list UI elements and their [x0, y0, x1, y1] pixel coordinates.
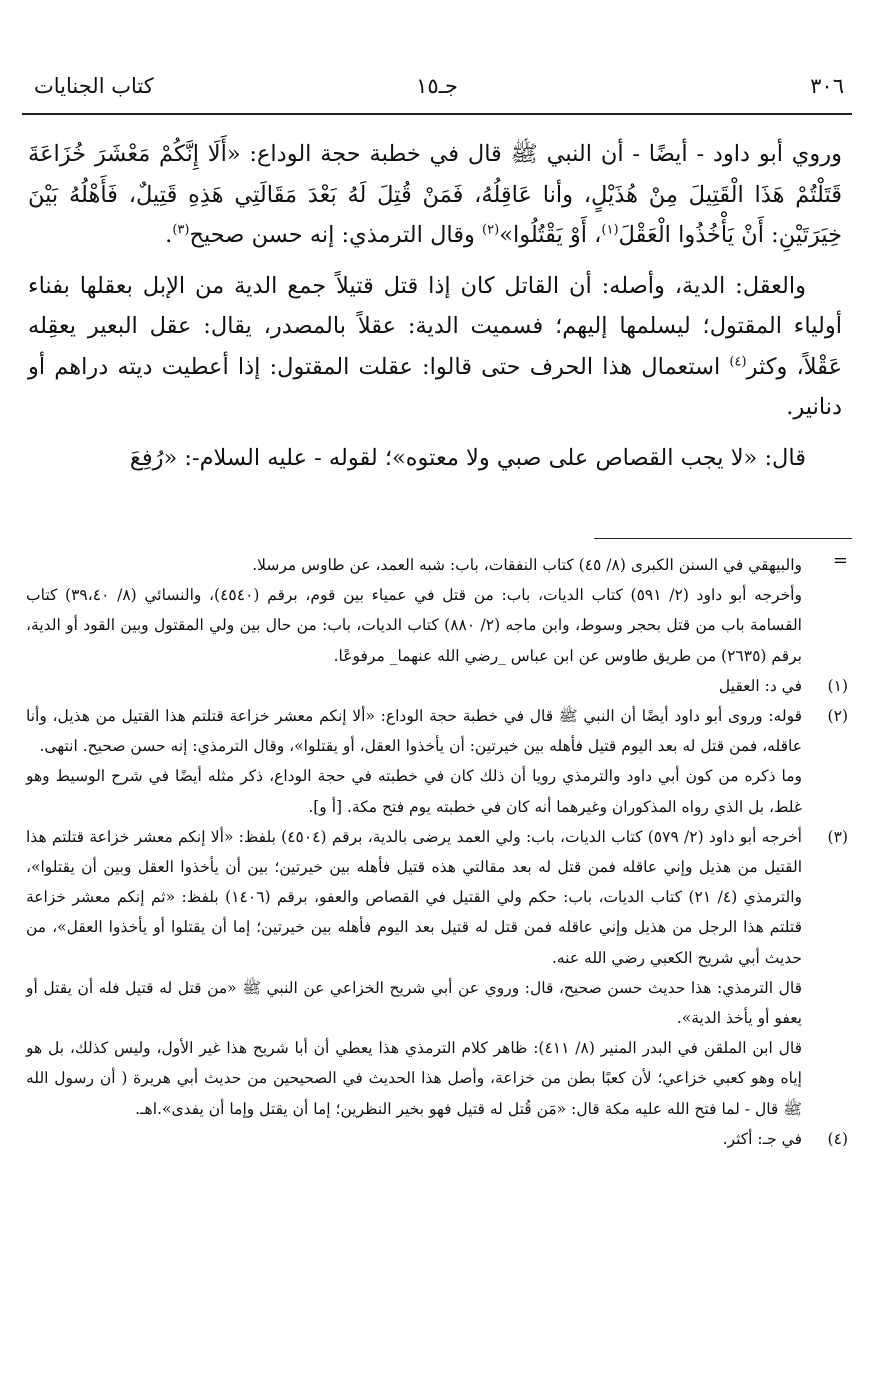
footnote-1 — [26, 671, 850, 701]
main-text — [28, 134, 842, 488]
footnote-number: (٤) — [827, 1129, 848, 1148]
paragraph-hadith: وروي أبو داود - أيضًا - أن النبي ﷺ قال في خطبة حجة الوداع: «أَلَا إِنَّكُمْ مَعْشَرَ خُزَاعَةَ قَتَلْتُمْ هَذَا الْقَتِيلَ مِنْ هُذَيْلٍ، وأنا عَاقِلُهُ، فَمَنْ قُتِلَ لَهُ بَعْدَ مَقَالَتِي هَذِهِ قَتِيلٌ، فَأَهْلُهُ بَيْنَ خِيَرَتَيْنِ: أَنْ يَأْخُذُوا الْعَقْلَ$^{(١)}$، أَوْ يَقْتُلُوا»$^{(٢)}$ وقال الترمذي: إنه حسن صحيح$^{(٣)}$. — [28, 141, 842, 248]
book-page — [22, 0, 852, 1374]
footnote-2 — [26, 701, 850, 822]
footnote-text: والبيهقي في السنن الكبرى (٨/ ٤٥) كتاب النفقات، باب: شبه العمد، عن طاوس مرسلا. — [252, 556, 802, 574]
footnotes — [26, 550, 850, 1154]
footnote-ref-2: (٢) — [482, 222, 500, 238]
paragraph-aql: والعقل: الدية، وأصله: أن القاتل كان إذا قتل قتيلاً جمع الدية من الإبل بعقلها بفناء أولياء المقتول؛ ليسلمها إليهم؛ فسميت الدية: عقلاً بالمصدر، يقال: عقل البعير يعقِله عَقْلاً، وكثر$^{(٤)}$ استعمال هذا الحرف حتى قالوا: عقلت المقتول: إذا أعطيت ديته دراهم أو دنانير. — [28, 272, 842, 420]
header-divider — [22, 113, 852, 115]
footnote-continuation — [26, 550, 850, 671]
footnote-text: وأخرجه أبو داود (٢/ ٥٩١) كتاب الديات، باب: من قتل في عمياء بين قوم، برقم (٤٥٤٠)، والنسائي (٨/ ٣٩،٤٠) كتاب القسامة باب من قتل بحجر وسوط، وابن ماجه (٢/ ٨٨٠) كتاب الديات، باب: من حال بين ولي المقتول وبين القود أو الدية، برقم (٢٦٣٥) من طريق طاوس عن ابن عباس _رضي الله عنهما_ مرفوعًا. — [26, 586, 802, 665]
footnote-text: قال الترمذي: هذا حديث حسن صحيح، قال: وروي عن أبي شريح الخزاعي عن النبي ﷺ «من قتل له قتيل فله أن يقتل أو يعفو أو يأخذ الدية». — [26, 978, 802, 1028]
footnote-ref-1: (١) — [601, 222, 619, 238]
footnote-number: (٣) — [827, 827, 848, 846]
page-header — [22, 74, 852, 110]
footnote-ref-4: (٤) — [729, 354, 747, 369]
footnote-number: (١) — [827, 676, 848, 695]
book-title: كتاب الجنايات — [34, 74, 154, 98]
footnote-text: في جـ: أكثر. — [722, 1129, 802, 1148]
footnote-text: قوله: وروى أبو داود أيضًا أن النبي ﷺ قال في خطبة حجة الوداع: «ألا إنكم معشر خزاعة قتلتم هذا القتيل من هذيل، وأنا عاقله، فمن قتل له بعد اليوم قتيل فأهله بين خيرتين: أن يأخذوا العقل، أو يقتلوا»، وقال الترمذي: إنه حسن صحيح. انتهى. — [26, 707, 802, 756]
volume-label: جـ١٥ — [416, 74, 458, 98]
footnote-ref-3: (٣) — [172, 222, 190, 238]
footnote-text: قال ابن الملقن في البدر المنير (٨/ ٤١١): ظاهر كلام الترمذي هذا يعطي أن أبا شريح هذا غير الأول، وليس كذلك، بل هو إياه وهو كعبي خزاعي؛ لأن كعبًا بطن من خزاعة، وأصل هذا الحديث في الصحيحين من حديث أبي هريرة ( أن رسول الله ﷺ قال - لما فتح الله عليه مكة قال: «مَن قُتل له قتيل فهو بخير النظرين؛ إما أن يقتل وإما أن يفدى».اهـ. — [26, 1039, 802, 1118]
footnote-4 — [26, 1124, 850, 1154]
footnote-text: أخرجه أبو داود (٢/ ٥٧٩) كتاب الديات، باب: ولي العمد يرضى بالدية، برقم (٤٥٠٤) بلفظ: «ألا إنكم معشر خزاعة قتلتم هذا القتيل من هذيل وإني عاقله فمن قتل له بعد مقالتي هذه قتيل فأهله بين خيرتين؛ بين أن يأخذوا العقل وبين أن يقتلوا»، والترمذي (٤/ ٢١) كتاب الديات، باب: حكم ولي القتيل في القصاص والعفو، برقم (١٤٠٦) بلفظ: «ثم إنكم معشر خزاعة قتلتم هذا الرجل من هذيل وإني عاقله فمن قتل له قتيل بعد اليوم فأهله بين خيرتين؛ إما أن يقتلوا أو يأخذوا العقل»، من حديث أبي شريح الكعبي رضي الله عنه. — [26, 827, 802, 967]
footnote-text: وما ذكره من كون أبي داود والترمذي رويا أن ذلك كان في خطبته في حجة الوداع، ذكر مثله أيضًا في شرح الوسيط وهو غلط، بل الذي رواه المذكوران وغيرهما أنه كان في خطبته يوم فتح مكة. [أ و]. — [26, 767, 802, 816]
footnote-3 — [26, 822, 850, 1124]
continuation-mark: = — [832, 550, 848, 571]
paragraph-qala: قال: «لا يجب القصاص على صبي ولا معتوه»؛ لقوله - عليه السلام-: «رُفِعَ — [129, 444, 806, 471]
page-number: ٣٠٦ — [810, 74, 844, 98]
footnote-number: (٢) — [827, 707, 848, 726]
footnote-divider — [594, 538, 852, 539]
footnote-text: في د: العقيل — [718, 676, 802, 695]
